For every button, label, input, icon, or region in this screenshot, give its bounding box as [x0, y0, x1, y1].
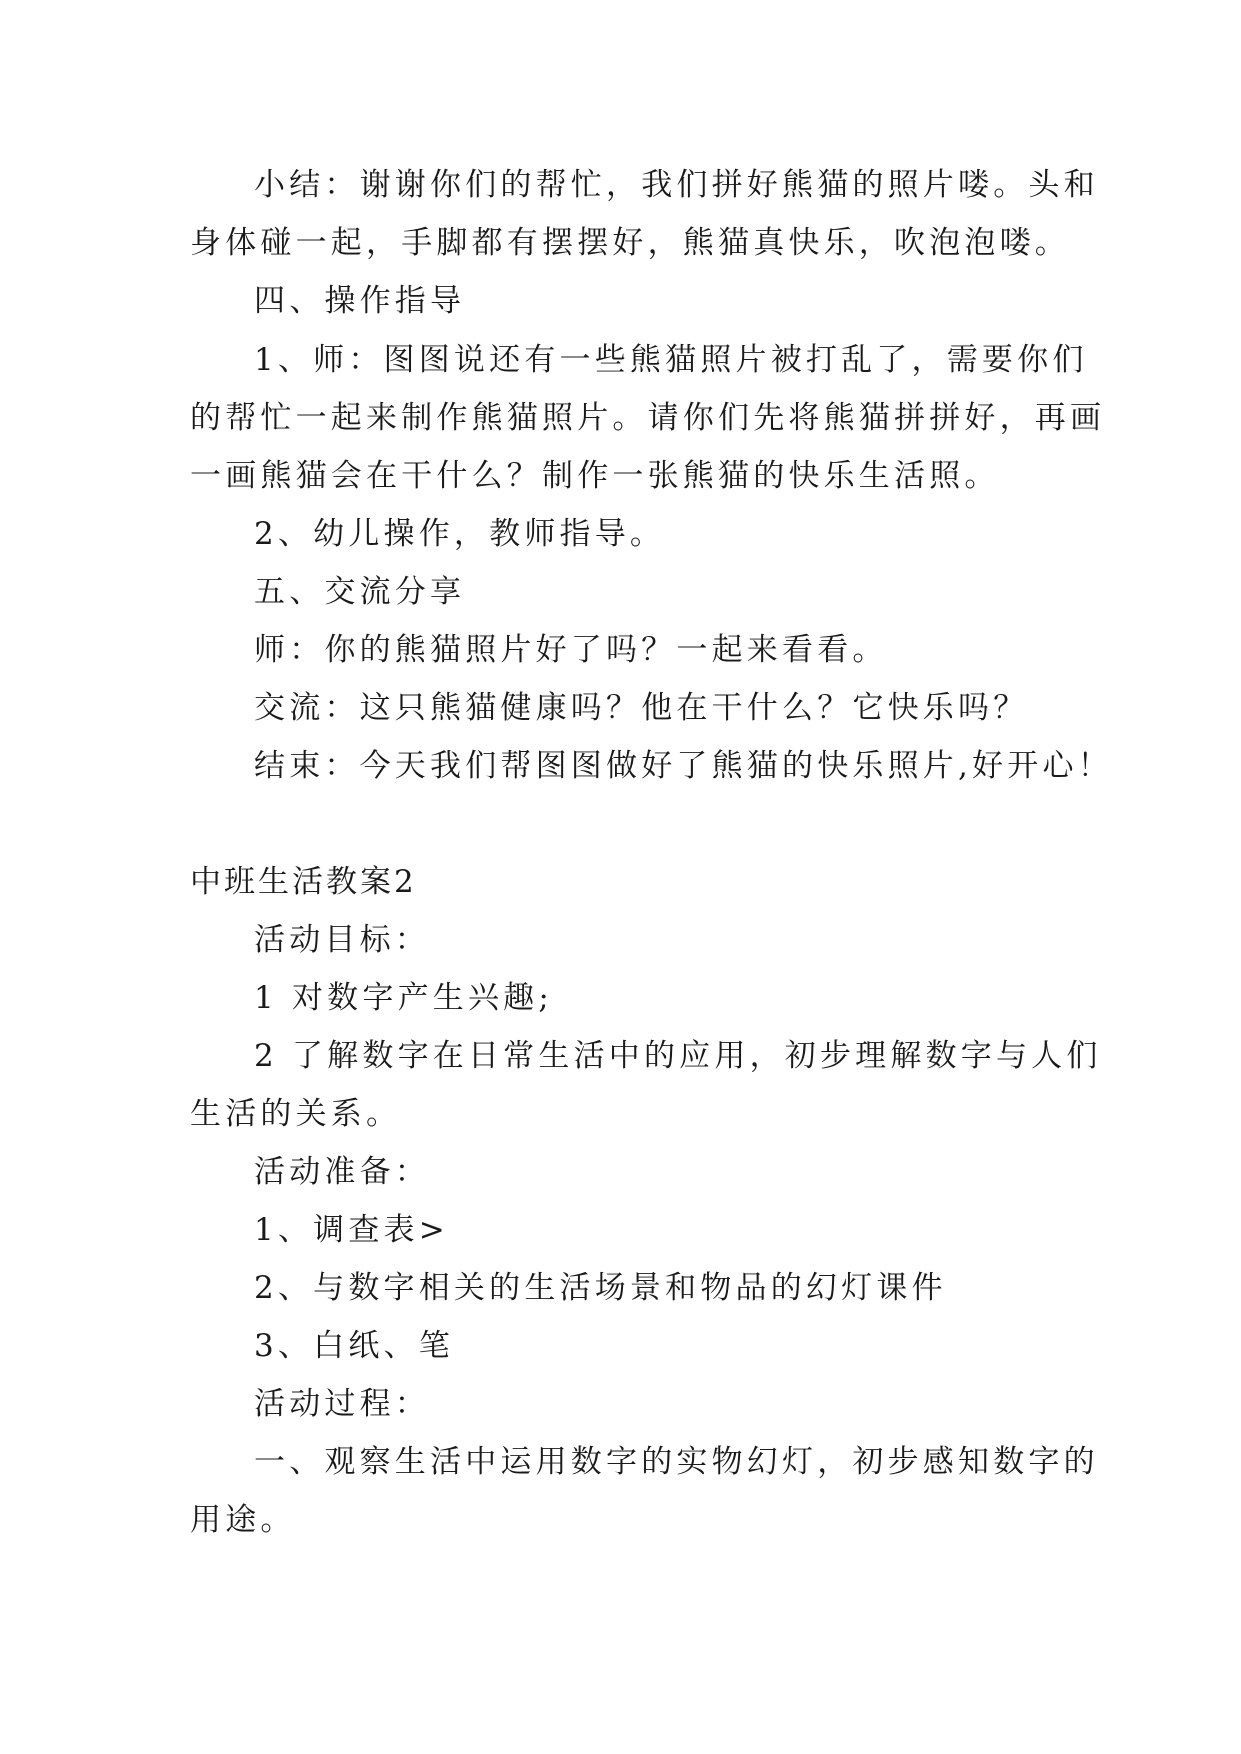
prep-item-one: 1、调查表> — [254, 1212, 449, 1248]
section-title: 中班生活教案2 — [190, 864, 417, 900]
prep-item-three: 3、白纸、笔 — [254, 1328, 454, 1364]
summary-paragraph-continued: 身体碰一起，手脚都有摆摆好，熊猫真快乐，吹泡泡喽。 — [190, 225, 1070, 261]
goal-one: 1 对数字产生兴趣; — [254, 980, 554, 1016]
step-four-item-one-continued: 的帮忙一起来制作熊猫照片。请你们先将熊猫拼拼好，再画 — [190, 400, 1106, 436]
process-heading: 活动过程： — [254, 1386, 430, 1422]
process-item-one: 一、观察生活中运用数字的实物幻灯，初步感知数字的 — [254, 1444, 1099, 1480]
exchange-line: 交流：这只熊猫健康吗？他在干什么？它快乐吗？ — [254, 690, 1029, 726]
step-four-heading: 四、操作指导 — [254, 283, 466, 319]
prep-heading: 活动准备： — [254, 1154, 430, 1190]
goal-two-continued: 生活的关系。 — [190, 1096, 402, 1132]
step-four-item-two: 2、幼儿操作，教师指导。 — [254, 516, 666, 552]
goal-two: 2 了解数字在日常生活中的应用，初步理解数字与人们 — [254, 1038, 1102, 1074]
step-five-heading: 五、交流分享 — [254, 574, 466, 610]
prep-item-two: 2、与数字相关的生活场景和物品的幻灯课件 — [254, 1270, 947, 1306]
step-four-item-one-continued-2: 一画熊猫会在干什么？制作一张熊猫的快乐生活照。 — [190, 458, 1000, 494]
step-four-item-one: 1、师：图图说还有一些熊猫照片被打乱了，需要你们 — [254, 342, 1088, 378]
process-item-one-continued: 用途。 — [190, 1502, 296, 1538]
ending-line: 结束：今天我们帮图图做好了熊猫的快乐照片,好开心！ — [254, 748, 1113, 784]
teacher-line: 师：你的熊猫照片好了吗？一起来看看。 — [254, 632, 888, 668]
goals-heading: 活动目标： — [254, 922, 430, 958]
summary-paragraph: 小结：谢谢你们的帮忙，我们拼好熊猫的照片喽。头和 — [254, 167, 1099, 203]
